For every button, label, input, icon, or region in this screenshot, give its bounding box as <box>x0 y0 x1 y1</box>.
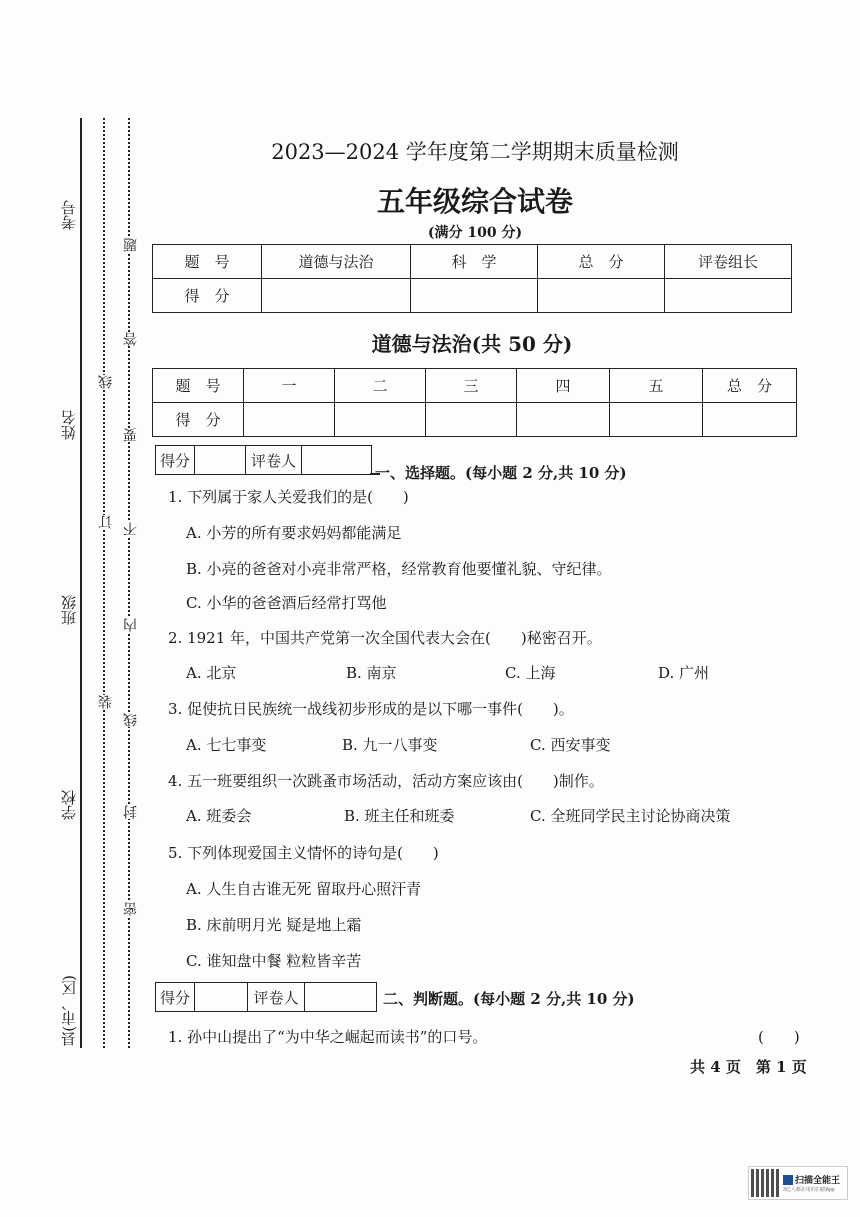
option: C. 小华的爸爸酒后经常打骂他 <box>186 594 387 612</box>
scanner-name: 扫描全能王 <box>795 1175 841 1185</box>
judge-question-1: 1. 孙中山提出了“为中华之崛起而读书”的口号。 <box>168 1028 488 1046</box>
header-cell: 道德与法治 <box>262 245 411 279</box>
cs-logo-icon <box>783 1175 793 1185</box>
qr-code-icon <box>751 1169 779 1197</box>
grader-input[interactable] <box>302 446 371 474</box>
header-cell: 一 <box>244 369 335 403</box>
header-cell: 二 <box>335 369 426 403</box>
header-cell: 题 号 <box>153 245 262 279</box>
option: B. 小亮的爸爸对小亮非常严格，经常教育他要懂礼貌、守纪律。 <box>186 560 612 578</box>
score-cell[interactable] <box>703 403 797 437</box>
grader-box <box>155 445 372 475</box>
binding-char: 线 <box>98 375 114 389</box>
question-1: 1. 下列属于家人关爱我们的是( ) <box>168 488 409 506</box>
score-input[interactable] <box>195 446 246 474</box>
option: C. 谁知盘中餐 粒粒皆辛苦 <box>186 952 362 970</box>
score-cell[interactable] <box>411 279 538 313</box>
full-score: (满分 100 分) <box>427 225 523 241</box>
option: B. 南京 <box>346 664 397 682</box>
subject-score-table <box>152 368 797 437</box>
answer-bracket[interactable]: ( ) <box>758 1028 800 1046</box>
seal-char: 密 <box>123 902 139 916</box>
option: A. 北京 <box>186 664 237 682</box>
seal-char: 题 <box>123 238 139 252</box>
option: B. 床前明月光 疑是地上霜 <box>186 916 362 934</box>
seal-char: 要 <box>123 428 139 442</box>
option: C. 上海 <box>505 664 556 682</box>
question-2: 2. 1921 年，中国共产党第一次全国代表大会在( )秘密召开。 <box>168 629 602 647</box>
score-cell[interactable] <box>335 403 426 437</box>
scanner-sub: 3亿人都在用的扫描App <box>783 1187 835 1193</box>
seal-char: 答 <box>123 332 139 346</box>
year-title: 2023—2024 学年度第二学期期末质量检测 <box>271 140 679 164</box>
option: D. 广州 <box>658 664 710 682</box>
grader-input[interactable] <box>305 983 376 1011</box>
option: C. 西安事变 <box>530 736 611 754</box>
header-cell: 三 <box>426 369 517 403</box>
score-cell[interactable] <box>426 403 517 437</box>
score-label: 得分 <box>156 983 195 1011</box>
question-3: 3. 促使抗日民族统一战线初步形成的是以下哪一事件( )。 <box>168 700 574 718</box>
score-label: 得分 <box>156 446 195 474</box>
county-label: 县(市、区) <box>60 975 78 1047</box>
seal-char: 线 <box>123 713 139 727</box>
school-label: 学校 <box>60 790 78 820</box>
option: B. 九一八事变 <box>342 736 438 754</box>
seal-char: 不 <box>123 522 139 536</box>
subject-title: 道德与法治(共 50 分) <box>371 332 573 356</box>
score-cell[interactable] <box>610 403 703 437</box>
header-cell: 科 学 <box>411 245 538 279</box>
seal-char: 内 <box>123 618 139 632</box>
score-cell[interactable] <box>665 279 792 313</box>
grader-label: 评卷人 <box>248 983 305 1011</box>
grader-box <box>155 982 377 1012</box>
header-cell: 总 分 <box>538 245 665 279</box>
option: C. 全班同学民主讨论协商决策 <box>530 807 731 825</box>
page-footer: 共 4 页 第 1 页 <box>690 1058 807 1076</box>
score-input[interactable] <box>195 983 248 1011</box>
option: A. 班委会 <box>186 807 252 825</box>
header-cell: 四 <box>517 369 610 403</box>
row-label: 得 分 <box>153 403 244 437</box>
score-cell[interactable] <box>538 279 665 313</box>
score-cell[interactable] <box>262 279 411 313</box>
header-cell: 题 号 <box>153 369 244 403</box>
seal-char: 封 <box>123 805 139 819</box>
row-label: 得 分 <box>153 279 262 313</box>
header-cell: 总 分 <box>703 369 797 403</box>
option: A. 小芳的所有要求妈妈都能满足 <box>186 524 402 542</box>
header-cell: 五 <box>610 369 703 403</box>
grader-label: 评卷人 <box>246 446 302 474</box>
section1-title: 一、选择题。(每小题 2 分,共 10 分) <box>375 464 627 482</box>
question-5: 5. 下列体现爱国主义情怀的诗句是( ) <box>168 844 439 862</box>
score-cell[interactable] <box>244 403 335 437</box>
exam-number-label: 考号 <box>60 200 78 230</box>
option: B. 班主任和班委 <box>344 807 455 825</box>
question-4: 4. 五一班要组织一次跳蚤市场活动，活动方案应该由( )制作。 <box>168 772 604 790</box>
class-label: 班级 <box>60 595 78 625</box>
name-label: 姓名 <box>60 410 78 440</box>
option: A. 七七事变 <box>186 736 267 754</box>
overall-score-table <box>152 244 792 313</box>
score-cell[interactable] <box>517 403 610 437</box>
header-cell: 评卷组长 <box>665 245 792 279</box>
section2-title: 二、判断题。(每小题 2 分,共 10 分) <box>383 990 635 1008</box>
binding-char: 订 <box>98 515 114 529</box>
option: A. 人生自古谁无死 留取丹心照汗青 <box>186 880 422 898</box>
binding-char: 装 <box>98 695 114 709</box>
scanner-watermark <box>748 1166 848 1200</box>
main-title: 五年级综合试卷 <box>376 185 573 218</box>
